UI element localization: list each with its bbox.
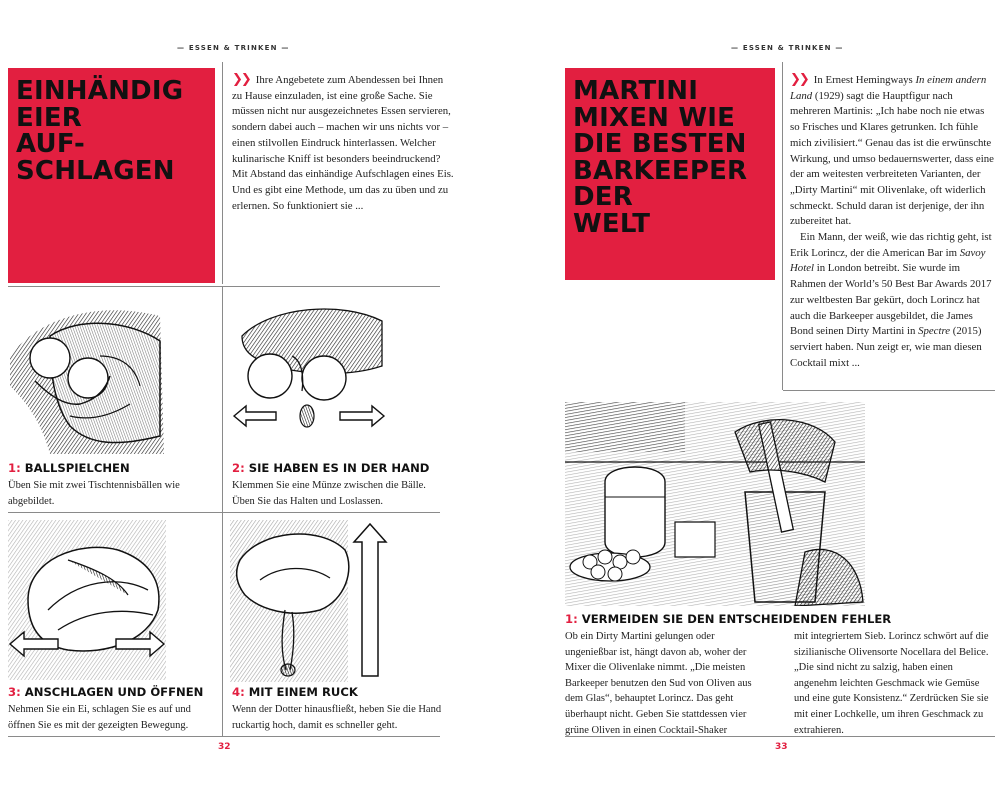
intro-text-martini: ❯❯ In Ernest Hemingways In einem andern Land (1929) sagt die Hauptfigur nach mehreren Martinis: „Ich habe noch nie etwas so Frisches und Klares getrunken. Ich fühle mich zivilisiert.“ Genau das ist die erwünschte Wirkung, und umso bedauernswerter, dass eine der am weitesten verbreiteten Varianten, der „Dirty Martini“ mit Olivenlake, oft widerlich schmeckt. Schuld daran ist derjenige, der ihn zubereitet hat. Ein Mann, der weiß, wie das richtig geht, ist Erik Lorincz, der die American Bar im Savoy Hotel in London betreibt. Sie wurde im Rahmen der World’s 50 Best Bar Awards 2017 zur weltbesten Bar gekürt, doch Lorincz hat auch die Barkeeper ausgebildet, die James Bond seinen Dirty Martini in Spectre (2015) serviert haben. Nun zeigt er, wie man diesen Cocktail mixt ...	[790, 72, 994, 369]
divider-horizontal-mid-left	[8, 512, 440, 513]
column-1: Ob ein Dirty Martini gelungen oder ungenießbar ist, hängt davon ab, woher der Mixer die Olivenlake nimmt. „Die meisten Barkeeper benutzen den Sud von Oliven aus dem Glas“, behauptet Lorincz. Das geht überhaupt nicht. Geben Sie stattdessen vier grüne Oliven in einen Cocktail-Shaker	[565, 631, 752, 736]
divider-vertical-top-left	[222, 62, 223, 284]
divider-horizontal-top-right	[783, 390, 995, 391]
step-text-4: Wenn der Dotter hinausfließt, heben Sie die Hand ruckartig hoch, damit es schneller geht.	[232, 704, 442, 731]
arrow-up-icon	[354, 524, 386, 676]
step-text-2: Klemmen Sie eine Münze zwischen die Bälle. Üben Sie das Halten und Loslassen.	[232, 480, 426, 507]
page-title-martini: MARTINI MIXEN WIE DIE BESTEN BARKEEPER DER WELT	[573, 76, 748, 239]
divider-vertical-grid-left	[222, 286, 223, 736]
divider-horizontal-bottom-left	[8, 736, 440, 737]
illustration-cracking-egg	[8, 520, 166, 680]
page-number-right: 33	[775, 742, 788, 752]
arrow-right-icon	[340, 406, 384, 426]
running-head-right: — ESSEN & TRINKEN —	[731, 44, 844, 52]
arrow-left-icon	[234, 406, 276, 426]
step-text-3: Nehmen Sie ein Ei, schlagen Sie es auf und öffnen Sie es mit der gezeigten Bewegung.	[8, 704, 191, 731]
step-text-1: Üben Sie mit zwei Tischtennisbällen wie abgebildet.	[8, 480, 180, 507]
step-title-3: 3: ANSCHLAGEN UND ÖFFNEN	[8, 685, 204, 699]
title-box-eggs	[8, 68, 215, 283]
column-2: mit integriertem Sieb. Lorincz schwört auf die sizilianische Olivensorte Nocellara del Belice. „Die sind nicht zu salzig, haben einen angenehm leichten Geschmack wie Gemüse und eine gute Konsistenz.“ Zerdrücken Sie sie mit einer Lochkelle, um ihren Geschmack zu extrahieren.	[794, 631, 989, 736]
running-head-left: — ESSEN & TRINKEN —	[177, 44, 290, 52]
intro-text-eggs	[232, 72, 454, 214]
step-body-martini	[565, 629, 995, 738]
divider-horizontal-top-left	[8, 286, 440, 287]
illustration-coin-between-balls	[232, 296, 386, 444]
page-number-left: 32	[218, 742, 231, 752]
step-title-1: 1: BALLSPIELCHEN	[8, 461, 130, 475]
chevron-double-right-icon: ❯❯	[790, 72, 808, 87]
title-box-martini	[565, 68, 775, 280]
chevron-double-right-icon: ❯❯	[232, 72, 250, 87]
illustration-yolk-drip	[230, 520, 390, 682]
intro-paragraph: Ihre Angebetete zum Abendessen bei Ihnen zu Hause einzuladen, ist eine große Sache. Sie müssen nicht nur ausgezeichnetes Essen servieren, sondern dabei auch – machen wir uns nichts vor – einen stilvollen Eindruck hinterlassen. Welcher kulinarische Kniff ist besonders beeindruckend? Mit Abstand das einhändige Aufschlagen eines Eis. Und es gibt eine Methode, um das zu üben und zu erlernen. So funktioniert sie ...	[232, 74, 454, 212]
step-title-martini-1: 1: VERMEIDEN SIE DEN ENTSCHEIDENDEN FEHLER	[565, 612, 892, 626]
page-title-eggs: EINHÄNDIG EIER AUF- SCHLAGEN	[16, 76, 184, 186]
divider-vertical-top-right	[782, 62, 783, 390]
step-title-2: 2: SIE HABEN ES IN DER HAND	[232, 461, 430, 475]
illustration-martini-muddling	[565, 402, 865, 606]
illustration-ping-pong-balls	[10, 296, 164, 454]
step-title-4: 4: MIT EINEM RUCK	[232, 685, 358, 699]
